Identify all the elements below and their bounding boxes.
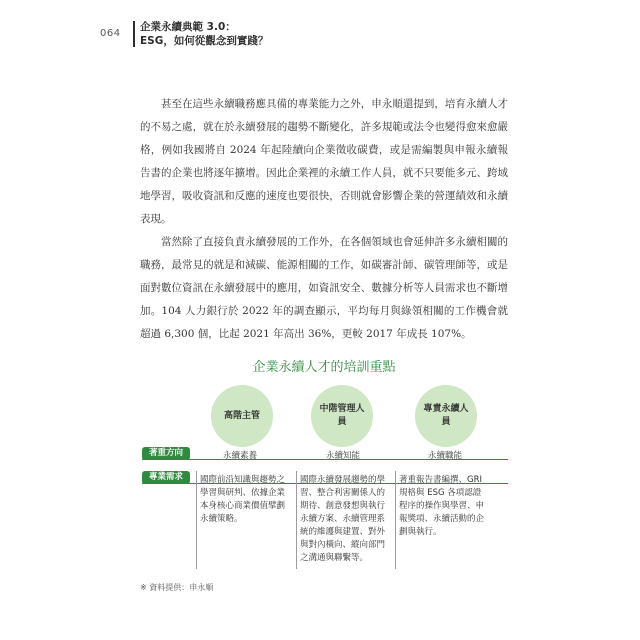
requirement-senior-executives: 國際前沿知識與趨勢之學習與研判、依據企業本身核心商業價值擘劃永續策略。 [200,475,286,524]
tag-professional-requirements: 專業需求 [142,471,190,484]
focus-sustainability-staff: 永續職能 [428,451,463,461]
body-text [140,93,508,346]
paragraph-2: 當然除了直接負責永續發展的工作外，在各個領域也會延伸許多永續相關的職務，最常見的就是和減碳、能源相關的工作，如碳審計師、碳管理師等，或是面對數位資訊在永續發展中的應用，如資訊安全、數據分析等人員需求也不斷增加。104 人力銀行於 2022 年的調查顯示，平均每月與綠領相關的工作機會就超過 6,300 個，比起 2021 年高出 36%，更較 2017 年成長 107%。 [140,236,508,340]
circle-label-middle-managers: 中階管理人員 [319,404,365,427]
circle-label-sustainability-staff: 專責永續人員 [423,404,469,427]
source-note: ※ 資料提供：申永順 [140,583,214,592]
paragraph-1: 甚至在這些永續職務應具備的專業能力之外，申永順還提到，培育永續人才的不易之處，就在於永續發展的趨勢不斷變化，許多規範或法令也變得愈來愈嚴格，例如我國將自 2024 年起陸續向企業徵收碳費，或是需編製與申報永續報告書的企業也將逐年擴增。因此企業裡的永續工作人員，就不只要能多元、跨域地學習，吸收資訊和反應的速度也要很快，否則就會影響企業的營運績效和永續表現。 [140,98,508,225]
column-separator-2 [296,471,297,569]
requirement-middle-managers: 國際永續發展趨勢的學習、整合利害關係人的期待、創意發想與執行永續方案、永續管理系統的維護與建置、對外與對內橫向、縱向部門之溝通與聯繫等。 [300,475,386,563]
chapter-title [140,20,268,48]
chapter-divider [133,21,135,47]
tag-focus-direction: 著重方向 [142,447,190,460]
infographic-title: 企業永續人才的培訓重點 [252,360,396,375]
column-separator-3 [395,471,396,569]
circle-senior-executives [211,385,273,447]
circle-label-senior-executives: 高階主管 [223,410,260,421]
requirement-sustainability-staff: 著重報告書編撰、GRI規格與 ESG 各項認證程序的操作與學習、申報獎項、永續活動的企劃與執行。 [399,475,485,537]
circle-sustainability-staff [415,385,477,447]
focus-senior-executives: 永續素養 [223,451,258,461]
column-separator-1 [196,471,197,569]
chapter-title-line-1: 企業永續典範 3.0： [140,21,236,33]
chapter-title-line-2: ESG，如何從觀念到實踐？ [140,35,269,47]
page-number: 064 [100,28,121,39]
focus-middle-managers: 永續知能 [326,451,361,461]
circle-middle-managers [311,385,373,447]
